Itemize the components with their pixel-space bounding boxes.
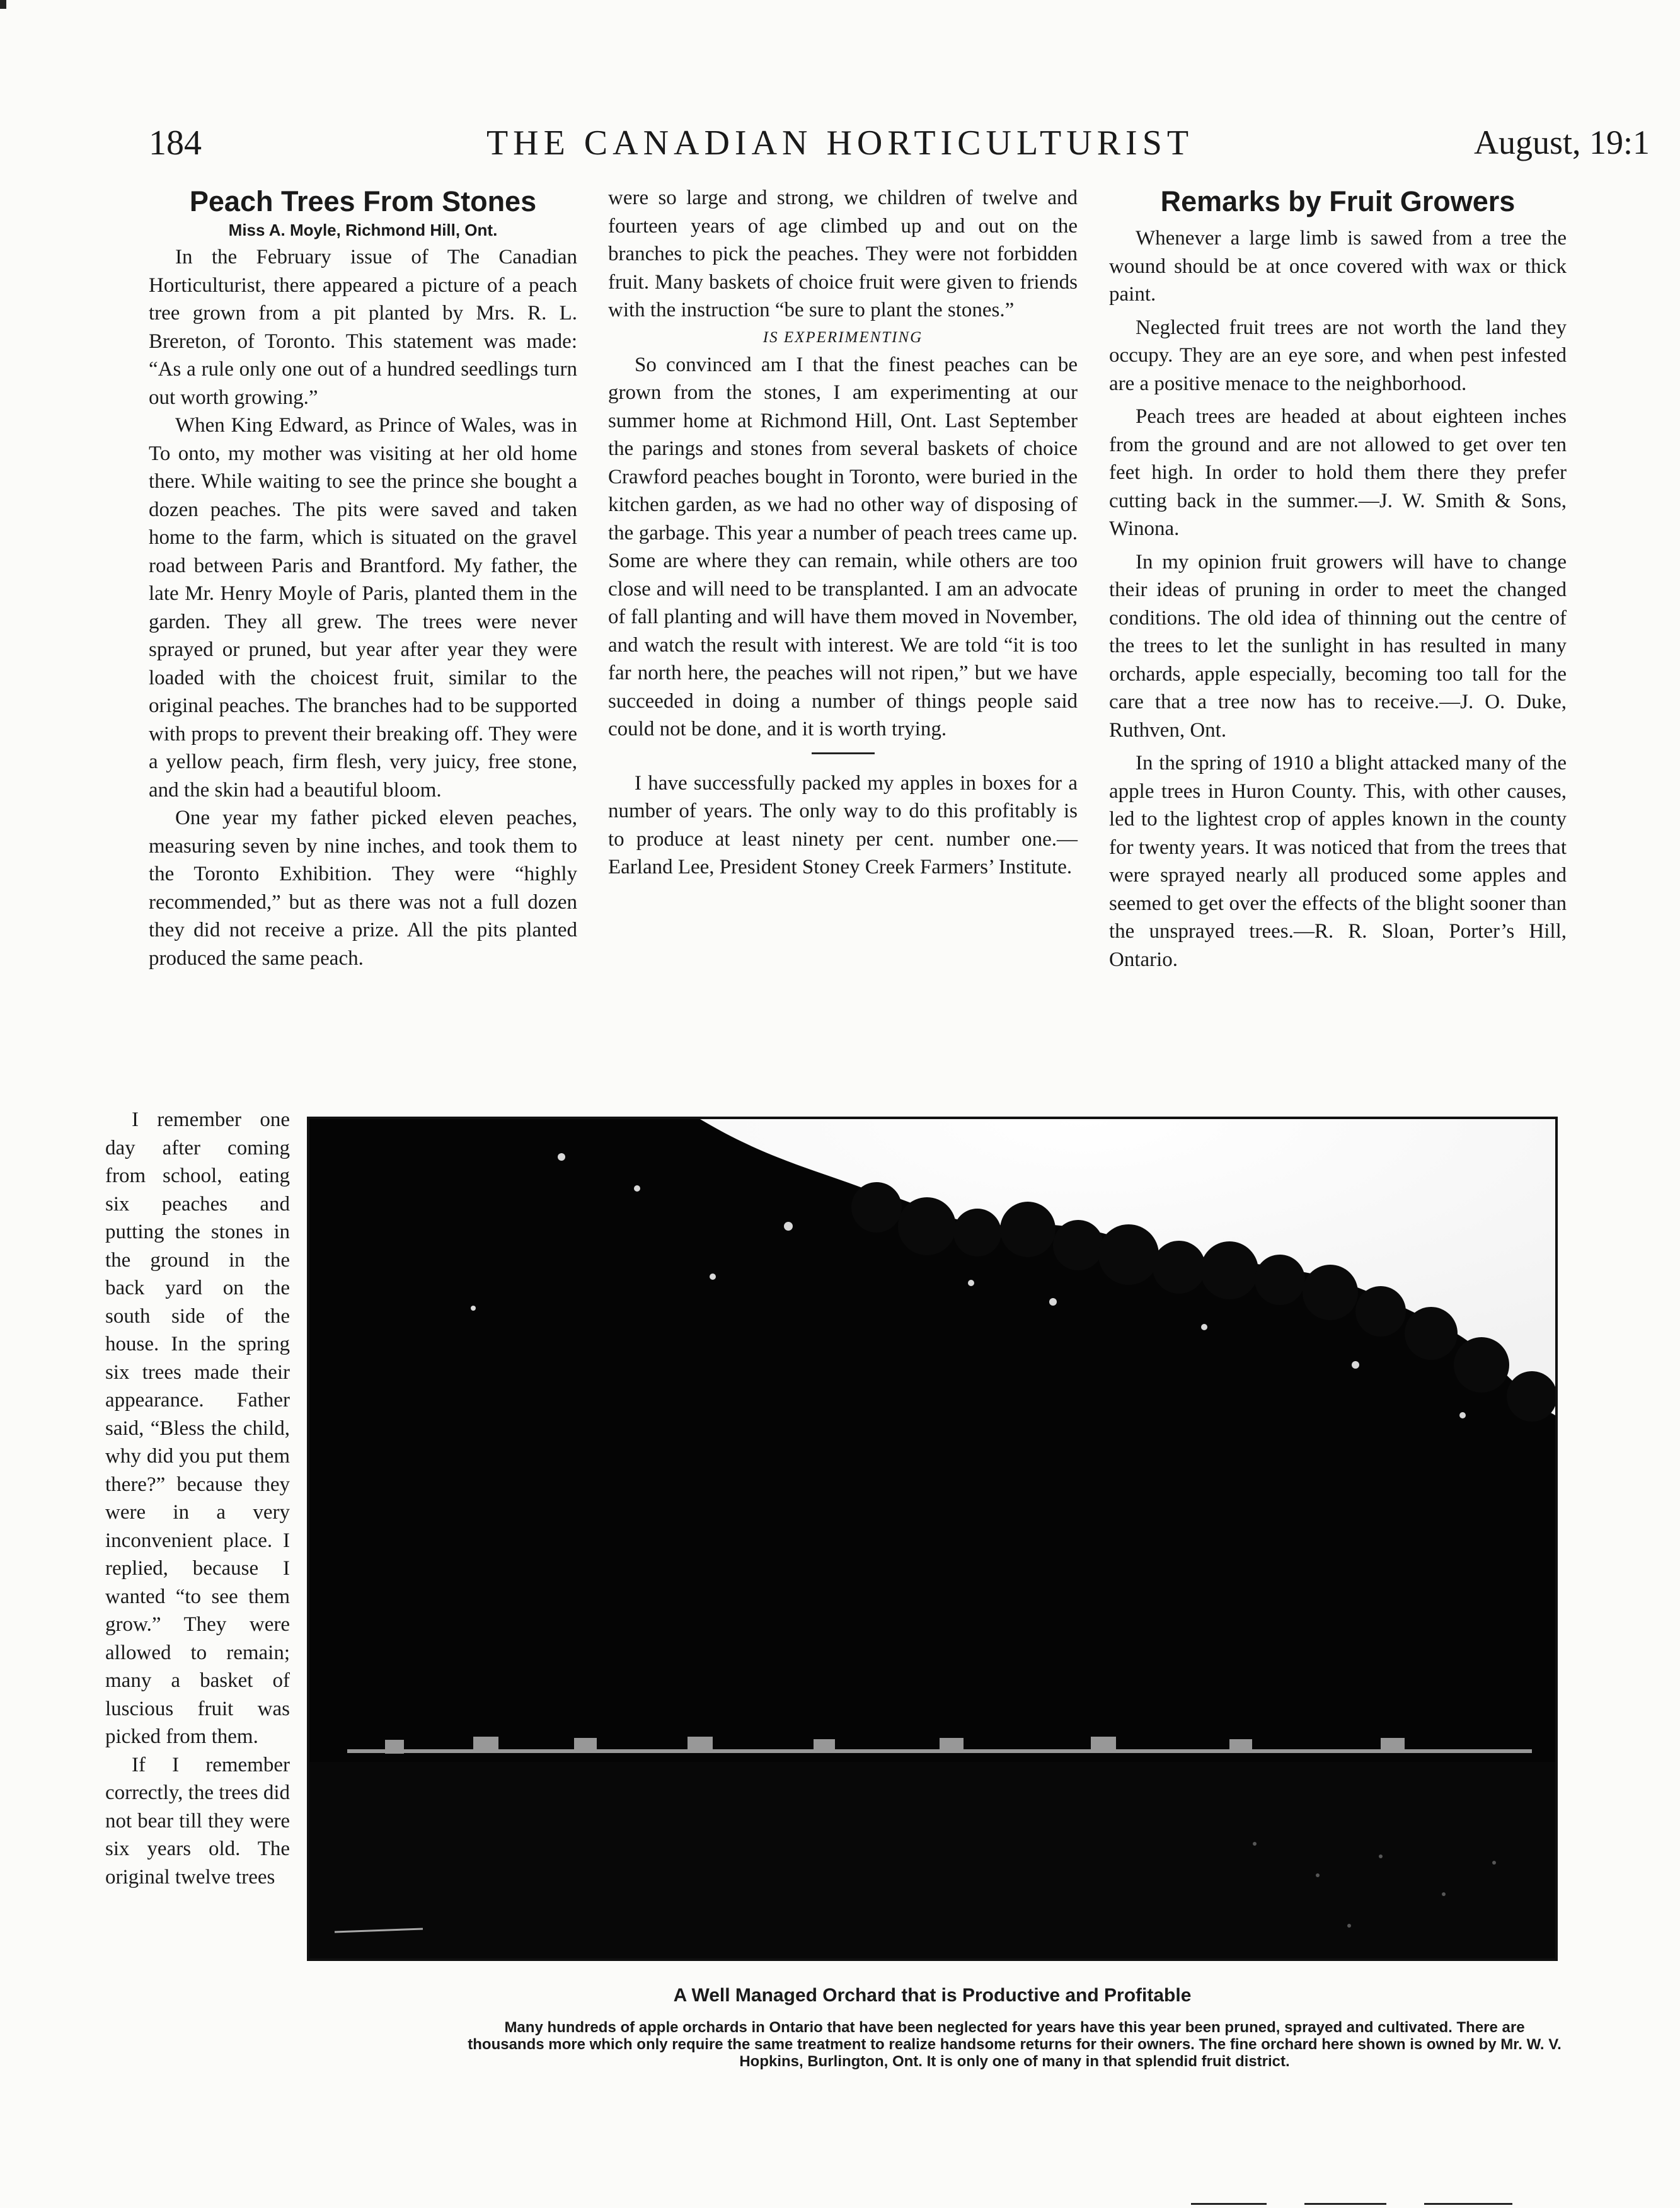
figure-caption-title: A Well Managed Orchard that is Productive and Profitable xyxy=(673,1985,1192,2006)
paragraph: In the spring of 1910 a blight attacked many of the apple trees in Huron County. This, with other causes, led to the lightest crop of apples known in the county for twenty years. It was noticed that from the trees that were sprayed nearly all produced some apples and seemed to get over the effects of the blight sooner than the unsprayed trees.—R. R. Sloan, Porter’s Hill, Ontario. xyxy=(1109,752,1567,971)
article-title: Remarks by Fruit Growers xyxy=(1160,185,1516,217)
article-byline: Miss A. Moyle, Richmond Hill, Ont. xyxy=(228,221,498,239)
paragraph: When King Edward, as Prince of Wales, was in To onto, my mother was visiting at her old home there. While waiting to see the prince she bought a dozen peaches. The pits were saved and taken home to the farm, which is situated on the gravel road between Paris and Brantford. My father, the late Mr. Henry Moyle of Paris, planted them in the garden. They all grew. The trees were never sprayed or pruned, but year after year they were loaded with the choicest fruit, similar to the original peaches. The branches had to be supported with props to prevent their breaking off. They were a yellow peach, firm flesh, very juicy, free stone, and the skin had a beautiful bloom. xyxy=(149,414,577,802)
article-peach-trees-column xyxy=(149,184,577,972)
paragraph: One year my father picked eleven peaches, measuring seven by nine inches, and took them to the Toronto Exhibition. They were “highly recommended,” but as there was not a full dozen they did not receive a prize. All the pits planted produced the same peach. xyxy=(149,807,577,970)
paragraph: If I remember correctly, the trees did not bear till they were six years old. The original twelve trees xyxy=(105,1753,290,1889)
article-continuation-column xyxy=(608,184,1078,882)
note-paragraph: I have successfully packed my apples in boxes for a number of years. The only way to do this profitably is to produce at least ninety per cent. number one.—Earland Lee, President Stoney Creek Farmers’ Institute. xyxy=(608,771,1078,878)
paragraph: Whenever a large limb is sawed from a tree the wound should be at once covered with wax or thick paint. xyxy=(1109,227,1567,306)
paragraph: were so large and strong, we children of twelve and fourteen years of age climbed up and out on the branches to pick the peaches. They were not forbidden fruit. Many baskets of choice fruit were given to friends with the instruction “be sure to plant the stones.” xyxy=(608,187,1078,321)
page-header xyxy=(0,123,1680,173)
divider-rule xyxy=(812,752,875,754)
paragraph: Neglected fruit trees are not worth the land they occupy. They are an eye sore, and when pest infested are a positive menace to the neighborhood. xyxy=(1109,316,1567,395)
page-number: 184 xyxy=(149,124,202,163)
orchard-photograph xyxy=(307,1117,1558,1961)
paragraph: I remember one day after coming from school, eating six peaches and putting the stones in the ground in the back yard on the south side of the house. In the spring six trees made their appearance. Father said, “Bless the child, why did you put them there?” because they were in a very inconvenient place. I replied, because I wanted “to see them grow.” They were allowed to remain; many a basket of luscious fruit was picked from them. xyxy=(105,1108,290,1748)
masthead: THE CANADIAN HORTICULTURIST xyxy=(486,124,1194,163)
paragraph: Peach trees are headed at about eighteen inches from the ground and are not allowed to get over ten feet high. In order to hold them there they prefer cutting back in the summer.—J. W. Smith & Sons, Winona. xyxy=(1109,405,1567,540)
issue-date: August, 19:1 xyxy=(1473,124,1650,161)
paragraph: So convinced am I that the finest peaches can be grown from the stones, I am experimenting at our summer home at Richmond Hill, Ont. Last September the parings and stones from several baskets of choice Crawford peaches bought in Toronto, were buried in the kitchen garden, as we had no other way of disposing of the garbage. This year a number of peach trees came up. Some are where they can remain, while others are too close and will need to be transplanted. I am an advocate of fall planting and will have them moved in November, and watch the result with interest. We are told “it is too far north here, the peaches will not ripen,” but we have succeeded in doing a number of things people said could not be done, and it is worth trying. xyxy=(608,353,1078,740)
page-edge-mark xyxy=(0,0,6,9)
article-title: Peach Trees From Stones xyxy=(189,185,537,217)
footer-rule xyxy=(1424,2203,1512,2205)
article-peach-trees-narrow-column xyxy=(105,1106,290,1891)
section-subhead: IS EXPERIMENTING xyxy=(762,328,923,346)
paragraph: In the February issue of The Canadian Horticulturist, there appeared a picture of a peach tree grown from a pit planted by Mrs. R. L. Brereton, of Toronto. This statement was made: “As a rule only one out of a hundred seedlings turn out worth growing.” xyxy=(149,246,577,409)
article-remarks-column xyxy=(1109,184,1567,974)
footer-rule xyxy=(1304,2203,1386,2205)
footer-rule xyxy=(1191,2203,1267,2205)
figure-caption-text: Many hundreds of apple orchards in Ontario that have been neglected for years have this year been pruned, sprayed and cultivated. There are thousands more which only require the same treatment to realize handsome returns for their owners. The fine orchard here shown is owned by Mr. W. V. Hopkins, Burlington, Ont. It is only one of many in that splendid fruit district. xyxy=(468,2019,1562,2070)
paragraph: In my opinion fruit growers will have to change their ideas of pruning in order to meet the changed conditions. The old idea of thinning out the centre of the trees to let the sunlight in has resulted in many orchards, apple especially, becoming too tall for the care that a tree now has to receive.—J. O. Duke, Ruthven, Ont. xyxy=(1109,550,1567,742)
